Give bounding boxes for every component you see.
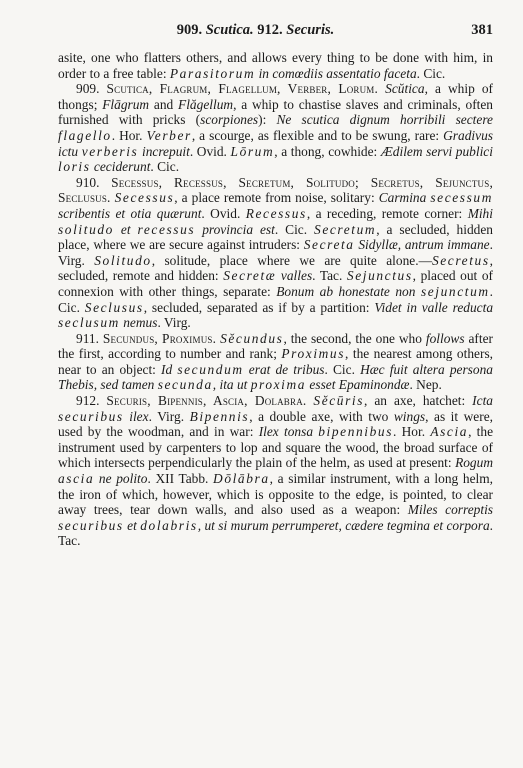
running-entry-start: 909. bbox=[176, 22, 203, 38]
page-body bbox=[58, 50, 493, 549]
entry-910: 910. Secessus, Recessus, Secretum, Solitudo; Secretus, Sejunctus, Seclusus. Secessus, a place remote from noise, solitary: Carmina secessum scribentis et otia quærunt. Ovid. Recessus, a receding, remote corner: Mihi solitudo et recessus provincia est. Cic. Secretum, a secluded, hidden place, where we are secure against intruders: Secreta Sidyllæ, antrum immane. Virg. Solitudo, solitude, place where we are quite alone.—Secretus, secluded, remote and hidden: Secretæ valles. Tac. Sejunctus, placed out of connexion with other things, separate: Bonum ab honestate non sejunctum. Cic. Seclusus, secluded, separated as if by a partition: Videt in valle reducta seclusum nemus. Virg. bbox=[58, 174, 494, 331]
paragraph-continued: asite, one who flatters others, and allows every thing to be done with him, in order to a free table: Parasitorum in comœdiis assentatio faceta. Cic. bbox=[58, 50, 493, 81]
entry-headwords: Scutica, Flagrum, Flagellum, Verber, Lorum. bbox=[106, 81, 379, 97]
entry-number: 912. bbox=[76, 393, 107, 409]
entry-number: 910. bbox=[76, 174, 112, 190]
running-title bbox=[58, 22, 453, 39]
running-word-end: Securis. bbox=[286, 22, 335, 38]
running-word-start: Scutica. bbox=[205, 22, 254, 38]
running-entry-end: 912. bbox=[257, 22, 283, 38]
entry-number: 909. bbox=[76, 81, 107, 97]
page-number: 381 bbox=[471, 22, 493, 38]
entry-911: 911. Secundus, Proximus. Sĕcundus, the second, the one who follows after the first, according to number and rank; Proximus, the nearest among others, near to an object: Id secundum erat de tribus. Cic. Hæc fuit altera persona Thebis, sed tamen secunda, ita ut proxima esset Epaminondæ. Nep. bbox=[58, 330, 493, 393]
entry-headwords: Secundus, Proximus. bbox=[102, 330, 217, 346]
entry-912: 912. Securis, Bipennis, Ascia, Dolabra. Sĕcūris, an axe, hatchet: Icta securibus ilex. Virg. Bipennis, a double axe, with two wings, as it were, used by the woodman, and in war: Ilex tonsa bipennibus. Hor. Ascia, the instrument used by carpenters to lop and square the wood, the broad surface of which intersects perpendicularly the plain of the helm, as used at present: Rogum ascia ne polito. XII Tabb. Dōlābra, a similar instrument, with a long helm, the iron of which, however, which is opposite to the edge, is pointed, to clear away trees, tear down walls, and also used as a weapon: Miles correptis securibus et dolabris, ut si murum perrumperet, cædere tegmina et corpora. Tac. bbox=[58, 393, 494, 549]
running-header bbox=[58, 22, 493, 44]
entry-number: 911. bbox=[76, 330, 103, 346]
entry-headwords: Secessus, Recessus, Secretum, Solitudo; Secretus, Sejunctus, Seclusus. bbox=[58, 174, 494, 206]
entry-909: 909. Scutica, Flagrum, Flagellum, Verber, Lorum. Scŭtica, a whip of thongs; Flāgrum and Flăgellum, a whip to chastise slaves and criminals, often furnished with pricks (scorpiones): Ne scutica dignum horribili sectere flagello. Hor. Verber, a scourge, as flexible and to be swung, rare: Gradivus ictu verberis increpuit. Ovid. Lōrum, a thong, cowhide: Ædilem servi publici loris ceciderunt. Cic. bbox=[58, 81, 494, 175]
entry-headwords: Securis, Bipennis, Ascia, Dolabra. bbox=[106, 393, 307, 409]
